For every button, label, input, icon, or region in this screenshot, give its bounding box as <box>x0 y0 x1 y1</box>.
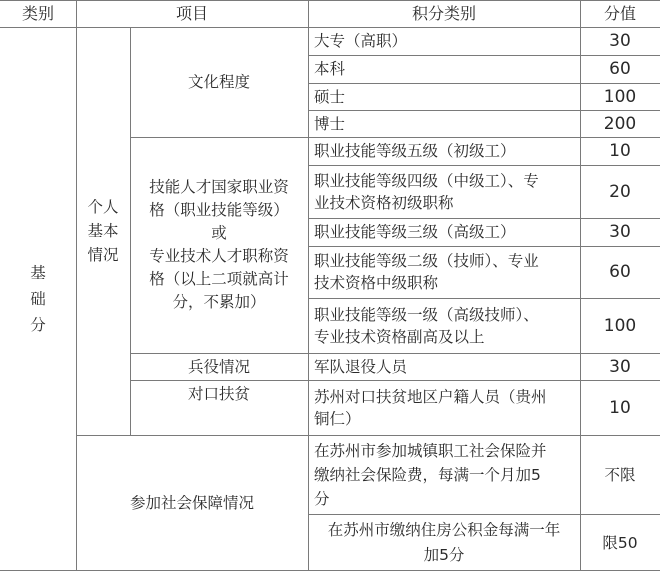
category-char: 础 <box>30 290 46 308</box>
score-type-cell: 博士 <box>314 114 346 133</box>
header-item: 项目 <box>175 3 208 23</box>
score-value-cell: 30 <box>609 31 631 51</box>
category-char: 基 <box>30 264 46 282</box>
score-type-cell: 在苏州市缴纳住房公积金每满一年 加5分 <box>327 520 561 564</box>
score-value-cell: 30 <box>609 222 631 242</box>
score-type-cell: 大专（高职） <box>314 32 408 50</box>
score-type-cell: 职业技能等级二级（技师）、专业 技术资格中级职称 <box>314 252 539 292</box>
score-type-cell: 本科 <box>314 60 346 78</box>
score-type-cell: 在苏州市参加城镇职工社会保险并 缴纳社会保险费，每满一个月加5 分 <box>314 441 547 508</box>
score-value-cell: 60 <box>609 262 631 282</box>
score-value-cell: 200 <box>603 113 637 134</box>
personal-basic-info-label: 个人 基本 情况 <box>87 198 119 264</box>
header-score-type: 积分类别 <box>411 3 476 23</box>
score-type-cell: 硕士 <box>314 87 346 106</box>
military-service-label: 兵役情况 <box>187 357 250 376</box>
poverty-alleviation-label: 对口扶贫 <box>187 385 250 403</box>
score-value-cell: 10 <box>609 397 631 418</box>
score-type-cell: 苏州对口扶贫地区户籍人员（贵州 铜仁） <box>314 387 547 428</box>
social-security-label: 参加社会保障情况 <box>129 494 254 512</box>
header-score: 分值 <box>603 3 636 23</box>
score-value-cell: 限50 <box>602 533 638 552</box>
score-value-cell: 30 <box>609 356 631 377</box>
score-value-cell: 不限 <box>604 465 636 484</box>
education-label: 文化程度 <box>187 73 250 91</box>
score-value-cell: 60 <box>609 59 631 79</box>
score-type-cell: 职业技能等级四级（中级工）、专 业技术资格初级职称 <box>314 171 539 212</box>
category-basic-score <box>0 27 76 571</box>
skill-qualification-label: 技能人才国家职业资 格（职业技能等级） 或 专业技术人才职称资 格（以上二项就高计 分，不累加） <box>149 178 289 311</box>
score-value-cell: 10 <box>609 141 631 161</box>
score-type-cell: 职业技能等级一级（高级技师）、 专业技术资格副高及以上 <box>314 305 539 346</box>
score-value-cell: 100 <box>603 86 637 107</box>
header-category: 类别 <box>21 3 54 23</box>
score-type-cell: 职业技能等级三级（高级工） <box>314 223 516 241</box>
category-char: 分 <box>30 316 46 334</box>
score-type-cell: 职业技能等级五级（初级工） <box>314 142 516 160</box>
score-value-cell: 100 <box>603 315 637 336</box>
score-value-cell: 20 <box>609 181 631 202</box>
score-type-cell: 军队退役人员 <box>314 357 408 376</box>
